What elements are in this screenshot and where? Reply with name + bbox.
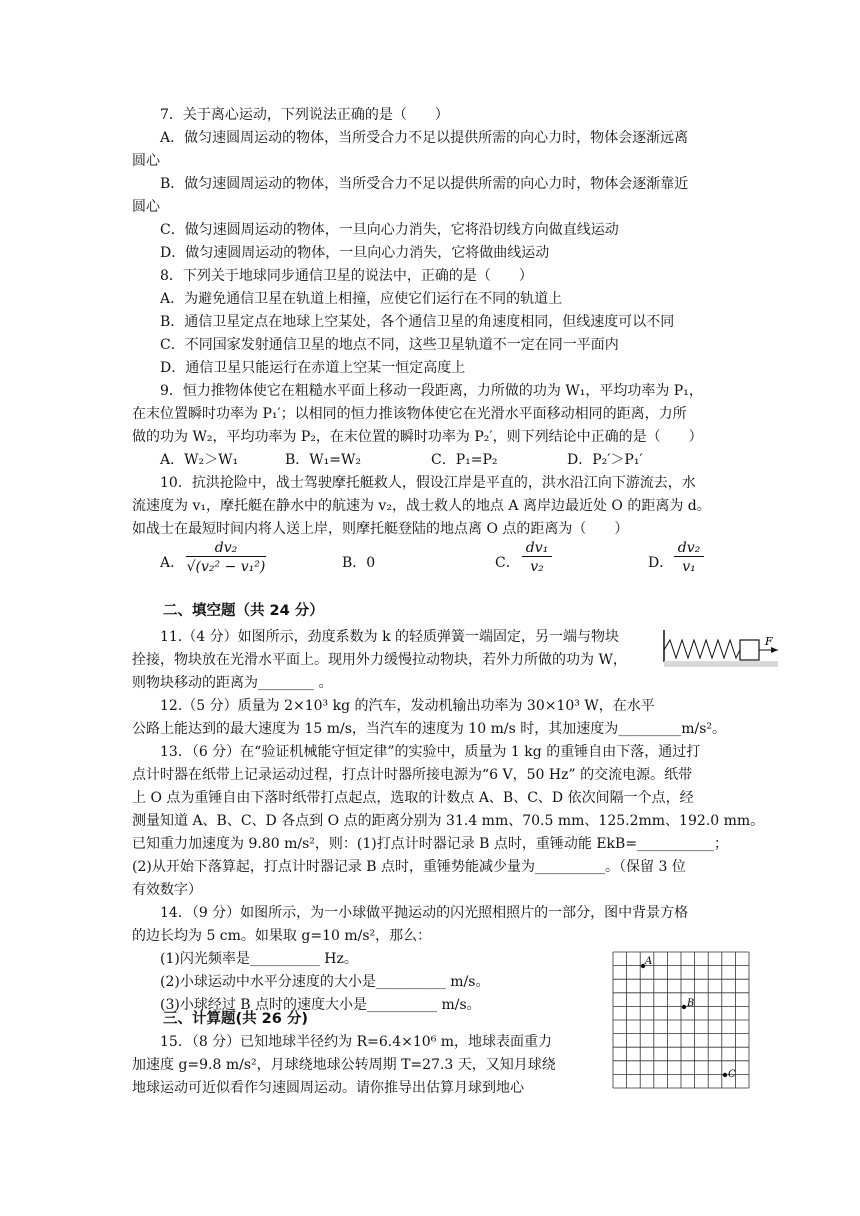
q14-sub3: (3)小球经过 B 点时的速度大小是__________ m/s。 (160, 997, 481, 1013)
q10-option-c-numerator: dv₁ (525, 540, 549, 556)
q9-line3: 做的功为 W₂，平均功率为 P₂，在末位置的瞬时功率为 P₂′，则下列结论中正确的是（ ） (132, 429, 703, 445)
block (740, 640, 759, 660)
q14-line1: 14．（9 分）如图所示，为一小球做平抛运动的闪光照相照片的一部分，图中背景方格 (160, 905, 689, 921)
q10-option-a-fraction (186, 540, 266, 575)
q9-line1: 9．恒力推物体使它在粗糙水平面上移动一段距离，力所做的功为 W₁，平均功率为 P₁， (160, 383, 703, 399)
q7-option-a-cont: 圆心 (132, 153, 160, 169)
point-a-label: A (645, 956, 653, 967)
q13-line4: 测量知道 A、B、C、D 各点到 O 点的距离分别为 31.4 mm、70.5 mm、125.2mm、192.0 mm。 (132, 813, 765, 829)
q13-line2: 点计时器在纸带上记录运动过程，打点计时器所接电源为“6 V，50 Hz” 的交流电源。纸带 (132, 767, 693, 783)
point-c-label: C (728, 1069, 736, 1080)
section-heading-calculation: 三、计算题(共 26 分) (163, 1011, 309, 1027)
point-b (682, 1005, 686, 1009)
q10-option-d-label: D． (648, 555, 674, 571)
q12-line2: 公路上能达到的最大速度为 15 m/s，当汽车的速度为 10 m/s 时，其加速度为_________m/s²。 (132, 721, 727, 737)
q7-option-b: B．做匀速圆周运动的物体，当所受合力不足以提供所需的向心力时，物体会逐渐靠近 (160, 176, 689, 192)
background-grid (613, 952, 749, 1088)
q15-line3: 地球运动可近似看作匀速圆周运动。请你推导出估算月球到地心 (132, 1080, 524, 1096)
q10-option-a-label: A． (160, 555, 185, 571)
force-label: F (765, 635, 773, 648)
section-heading-fill-in: 二、填空题（共 24 分） (163, 603, 324, 619)
q14-sub1: (1)闪光频率是__________ Hz。 (160, 951, 358, 967)
q7-stem: 7．关于离心运动，下列说法正确的是（ ） (160, 107, 449, 123)
q8-stem: 8．下列关于地球同步通信卫星的说法中，正确的是（ ） (160, 268, 533, 284)
q7-option-a: A．做匀速圆周运动的物体，当所受合力不足以提供所需的向心力时，物体会逐渐远离 (160, 130, 689, 146)
q11-line1: 11.（4 分）如图所示，劲度系数为 k 的轻质弹簧一端固定，另一端与物块 (160, 629, 620, 645)
point-b-label: B (687, 998, 695, 1009)
q13-line1: 13．（6 分）在“验证机械能守恒定律”的实验中，质量为 1 kg 的重锤自由下落，通过打 (160, 744, 701, 760)
q9-option-b: B．W₁=W₂ (285, 452, 362, 468)
q8-option-a: A．为避免通信卫星在轨道上相撞，应使它们运行在不同的轨道上 (160, 291, 563, 307)
q13-line5: 已知重力加速度为 9.80 m/s²，则：(1)打点计时器记录 B 点时，重锤动能 EkB=___________； (132, 836, 729, 852)
q7-option-b-cont: 圆心 (132, 199, 160, 215)
q12-line1: 12.（5 分）质量为 2×10³ kg 的汽车，发动机输出功率为 30×10³ W，在水平 (160, 698, 655, 714)
q10-option-d-numerator: dv₂ (677, 540, 701, 556)
q13-line3: 上 O 点为重锤自由下落时纸带打点起点，选取的计数点 A、B、C、D 依次间隔一个点，经 (132, 790, 694, 806)
q15-line1: 15．（8 分）已知地球半径约为 R=6.4×10⁶ m，地球表面重力 (160, 1034, 553, 1050)
q10-option-d-denominator: v₁ (682, 559, 696, 575)
q8-option-b: B．通信卫星定点在地球上空某处，各个通信卫星的角速度相同，但线速度可以不同 (160, 314, 675, 330)
q13-line6: (2)从开始下落算起，打点计时器记录 B 点时，重锤势能减少量为__________。（保留 3 位 (132, 859, 686, 875)
q9-option-c: C．P₁=P₂ (431, 452, 498, 468)
q7-option-c: C．做匀速圆周运动的物体，一旦向心力消失，它将沿切线方向做直线运动 (160, 222, 619, 238)
q7-option-d: D．做匀速圆周运动的物体，一旦向心力消失，它将做曲线运动 (160, 245, 550, 261)
q10-option-c-label: C． (495, 555, 520, 571)
q8-option-c: C．不同国家发射通信卫星的地点不同，这些卫星轨道不一定在同一平面内 (160, 337, 619, 353)
q10-option-c-fraction (522, 540, 552, 575)
q9-option-a: A．W₂＞W₁ (160, 452, 239, 468)
q10-option-a-denominator: √(v₂² − v₁²) (186, 559, 266, 575)
q9-option-d: D．P₂′＞P₁′ (567, 452, 643, 468)
q14-line2: 的边长均为 5 cm。如果取 g=10 m/s²，那么： (132, 928, 432, 944)
q8-option-d: D．通信卫星只能运行在赤道上空某一恒定高度上 (160, 360, 466, 376)
q10-option-a-numerator: dv₂ (214, 540, 238, 556)
q13-line7: 有效数字） (132, 882, 202, 898)
q10-option-d-fraction (674, 540, 704, 575)
q14-sub2: (2)小球运动中水平分速度的大小是__________ m/s。 (160, 974, 490, 990)
q11-line2: 拴接，物块放在光滑水平面上。现用外力缓慢拉动物块，若外力所做的功为 W， (132, 652, 627, 668)
q10-line3: 如战士在最短时间内将人送上岸，则摩托艇登陆的地点离 O 点的距离为（ ） (132, 521, 629, 537)
projectile-grid-figure (612, 951, 754, 1097)
q10-line1: 10．抗洪抢险中，战士驾驶摩托艇救人，假设江岸是平直的，洪水沿江向下游流去，水 (160, 475, 696, 491)
spring-icon (664, 640, 740, 658)
q10-option-b: B．0 (342, 555, 376, 571)
q15-line2: 加速度 g=9.8 m/s²，月球绕地球公转周期 T=27.3 天，又知月球绕 (132, 1057, 556, 1073)
q10-line2: 流速度为 v₁，摩托艇在静水中的航速为 v₂，战士救人的地点 A 离岸边最近处 O 的距离为 d。 (132, 498, 711, 514)
q11-line3: 则物块移动的距离为________ 。 (132, 675, 333, 691)
q10-option-c-denominator: v₂ (530, 559, 544, 575)
q9-line2: 在末位置瞬时功率为 P₁′；以相同的恒力推该物体使它在光滑水平面移动相同的距离，力所 (132, 406, 687, 422)
point-c (723, 1073, 727, 1077)
ground-surface (664, 661, 778, 667)
spring-block-figure (660, 628, 782, 670)
